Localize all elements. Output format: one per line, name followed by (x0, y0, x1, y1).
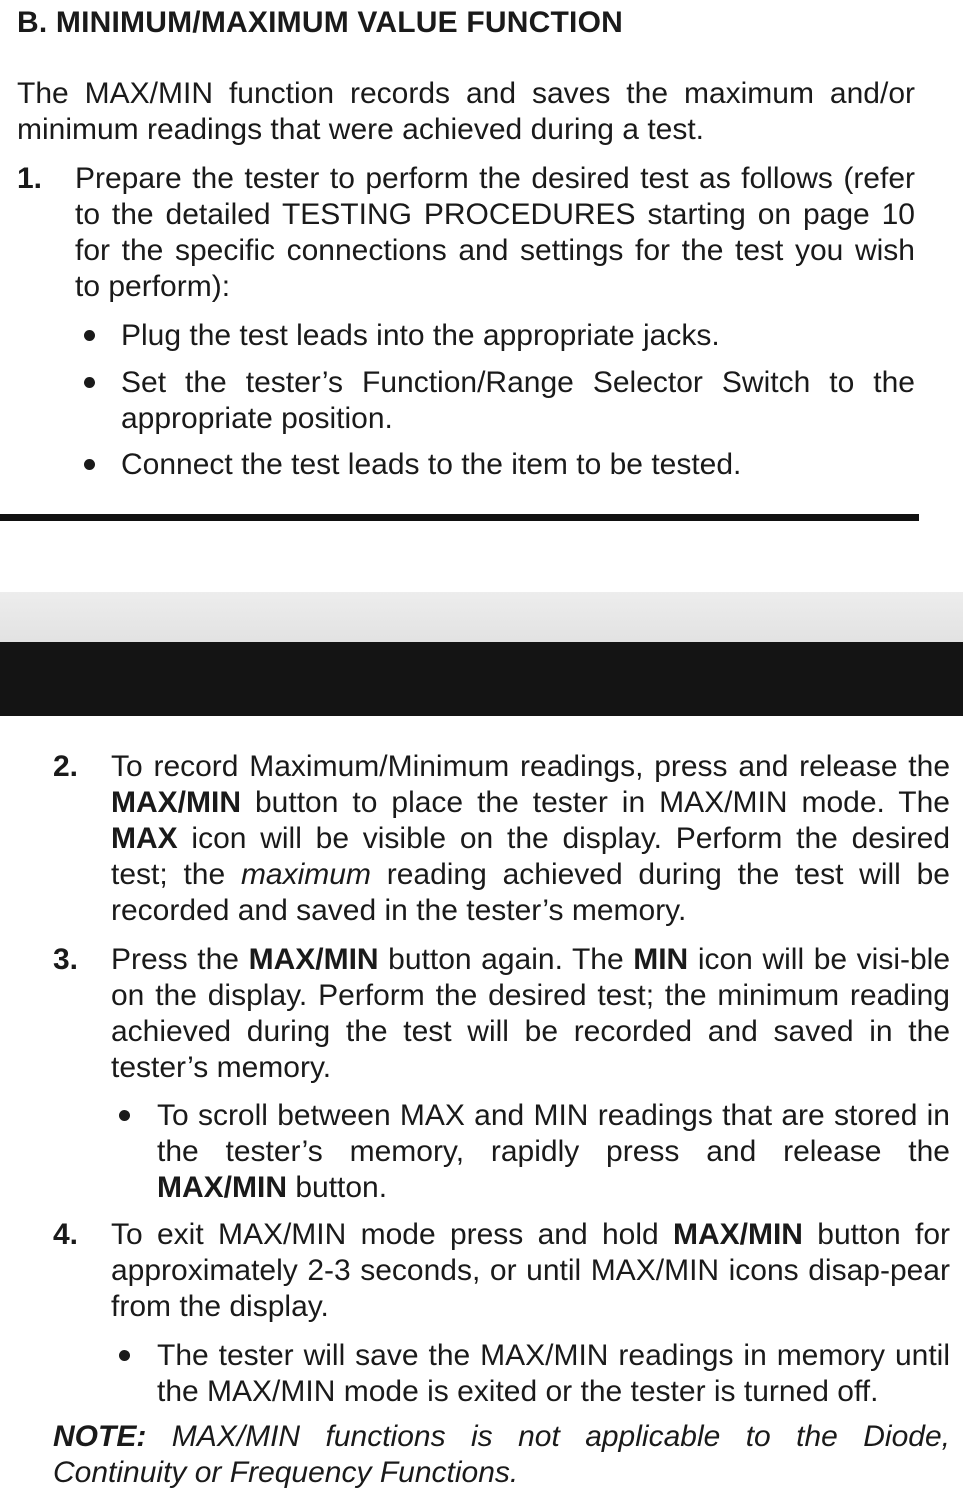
max-min-term: MAX/MIN (672, 1218, 803, 1251)
bullet-dot (119, 1110, 130, 1121)
page-gap (0, 592, 963, 642)
section-divider (0, 514, 919, 521)
step-1-bullet-3: Connect the test leads to the item to be tested. (121, 448, 742, 481)
max-min-term: MAX/MIN (111, 786, 241, 819)
step-3-bullet: To scroll between MAX and MIN readings that are stored in the tester’s memory, rapidly press and release the MAX/MIN button. (157, 1099, 950, 1204)
step-1-bullet-1: Plug the test leads into the appropriate jacks. (121, 319, 720, 352)
note-paragraph: NOTE: MAX/MIN functions is not applicable to the Diode, Continuity or Frequency Functions. (53, 1420, 950, 1489)
max-min-term: MAX/MIN (248, 943, 379, 976)
page-separator-bar (0, 642, 963, 716)
step-4-number: 4. (53, 1218, 79, 1251)
bullet-dot (84, 330, 95, 341)
min-term: MIN (633, 943, 689, 976)
max-min-term: MAX/MIN (157, 1171, 287, 1204)
step-1-bullet-2: Set the tester’s Function/Range Selector Switch to the appropriate position. (121, 366, 915, 435)
step-2-number: 2. (53, 750, 79, 783)
step-4-text: To exit MAX/MIN mode press and hold MAX/MIN button for approximately 2-3 seconds, or until MAX/MIN icons disap-pear from the display. (111, 1218, 950, 1323)
note-label: NOTE: (53, 1420, 147, 1453)
bullet-dot (119, 1350, 130, 1361)
step-3-text: Press the MAX/MIN button again. The MIN icon will be visi-ble on the display. Perform the desired test; the minimum reading achieved during the test will be recorded and saved in the tester’s memory. (111, 943, 951, 1084)
step-2-text: To record Maximum/Minimum readings, press and release the MAX/MIN button to place the tester in MAX/MIN mode. The MAX icon will be visible on the display. Perform the desired test; the maximum reading achieved during the test will be recorded and saved in the tester’s memory. (111, 750, 950, 927)
page-top (0, 0, 963, 592)
max-term: MAX (111, 822, 178, 855)
section-heading: B. MINIMUM/MAXIMUM VALUE FUNCTION (17, 6, 623, 39)
step-3-number: 3. (53, 943, 79, 976)
step-1-number: 1. (17, 162, 43, 195)
step-1-text: Prepare the tester to perform the desired test as follows (refer to the detailed TESTING PROCEDURES starting on page 10 for the specific connections and settings for the test you wish to perform): (75, 162, 915, 303)
step-4-bullet: The tester will save the MAX/MIN readings in memory until the MAX/MIN mode is exited or the tester is turned off. (157, 1339, 950, 1408)
maximum-term: maximum (240, 858, 371, 891)
intro-paragraph: The MAX/MIN function records and saves the maximum and/or minimum readings that were achieved during a test. (17, 77, 915, 146)
bullet-dot (84, 459, 95, 470)
bullet-dot (84, 377, 95, 388)
